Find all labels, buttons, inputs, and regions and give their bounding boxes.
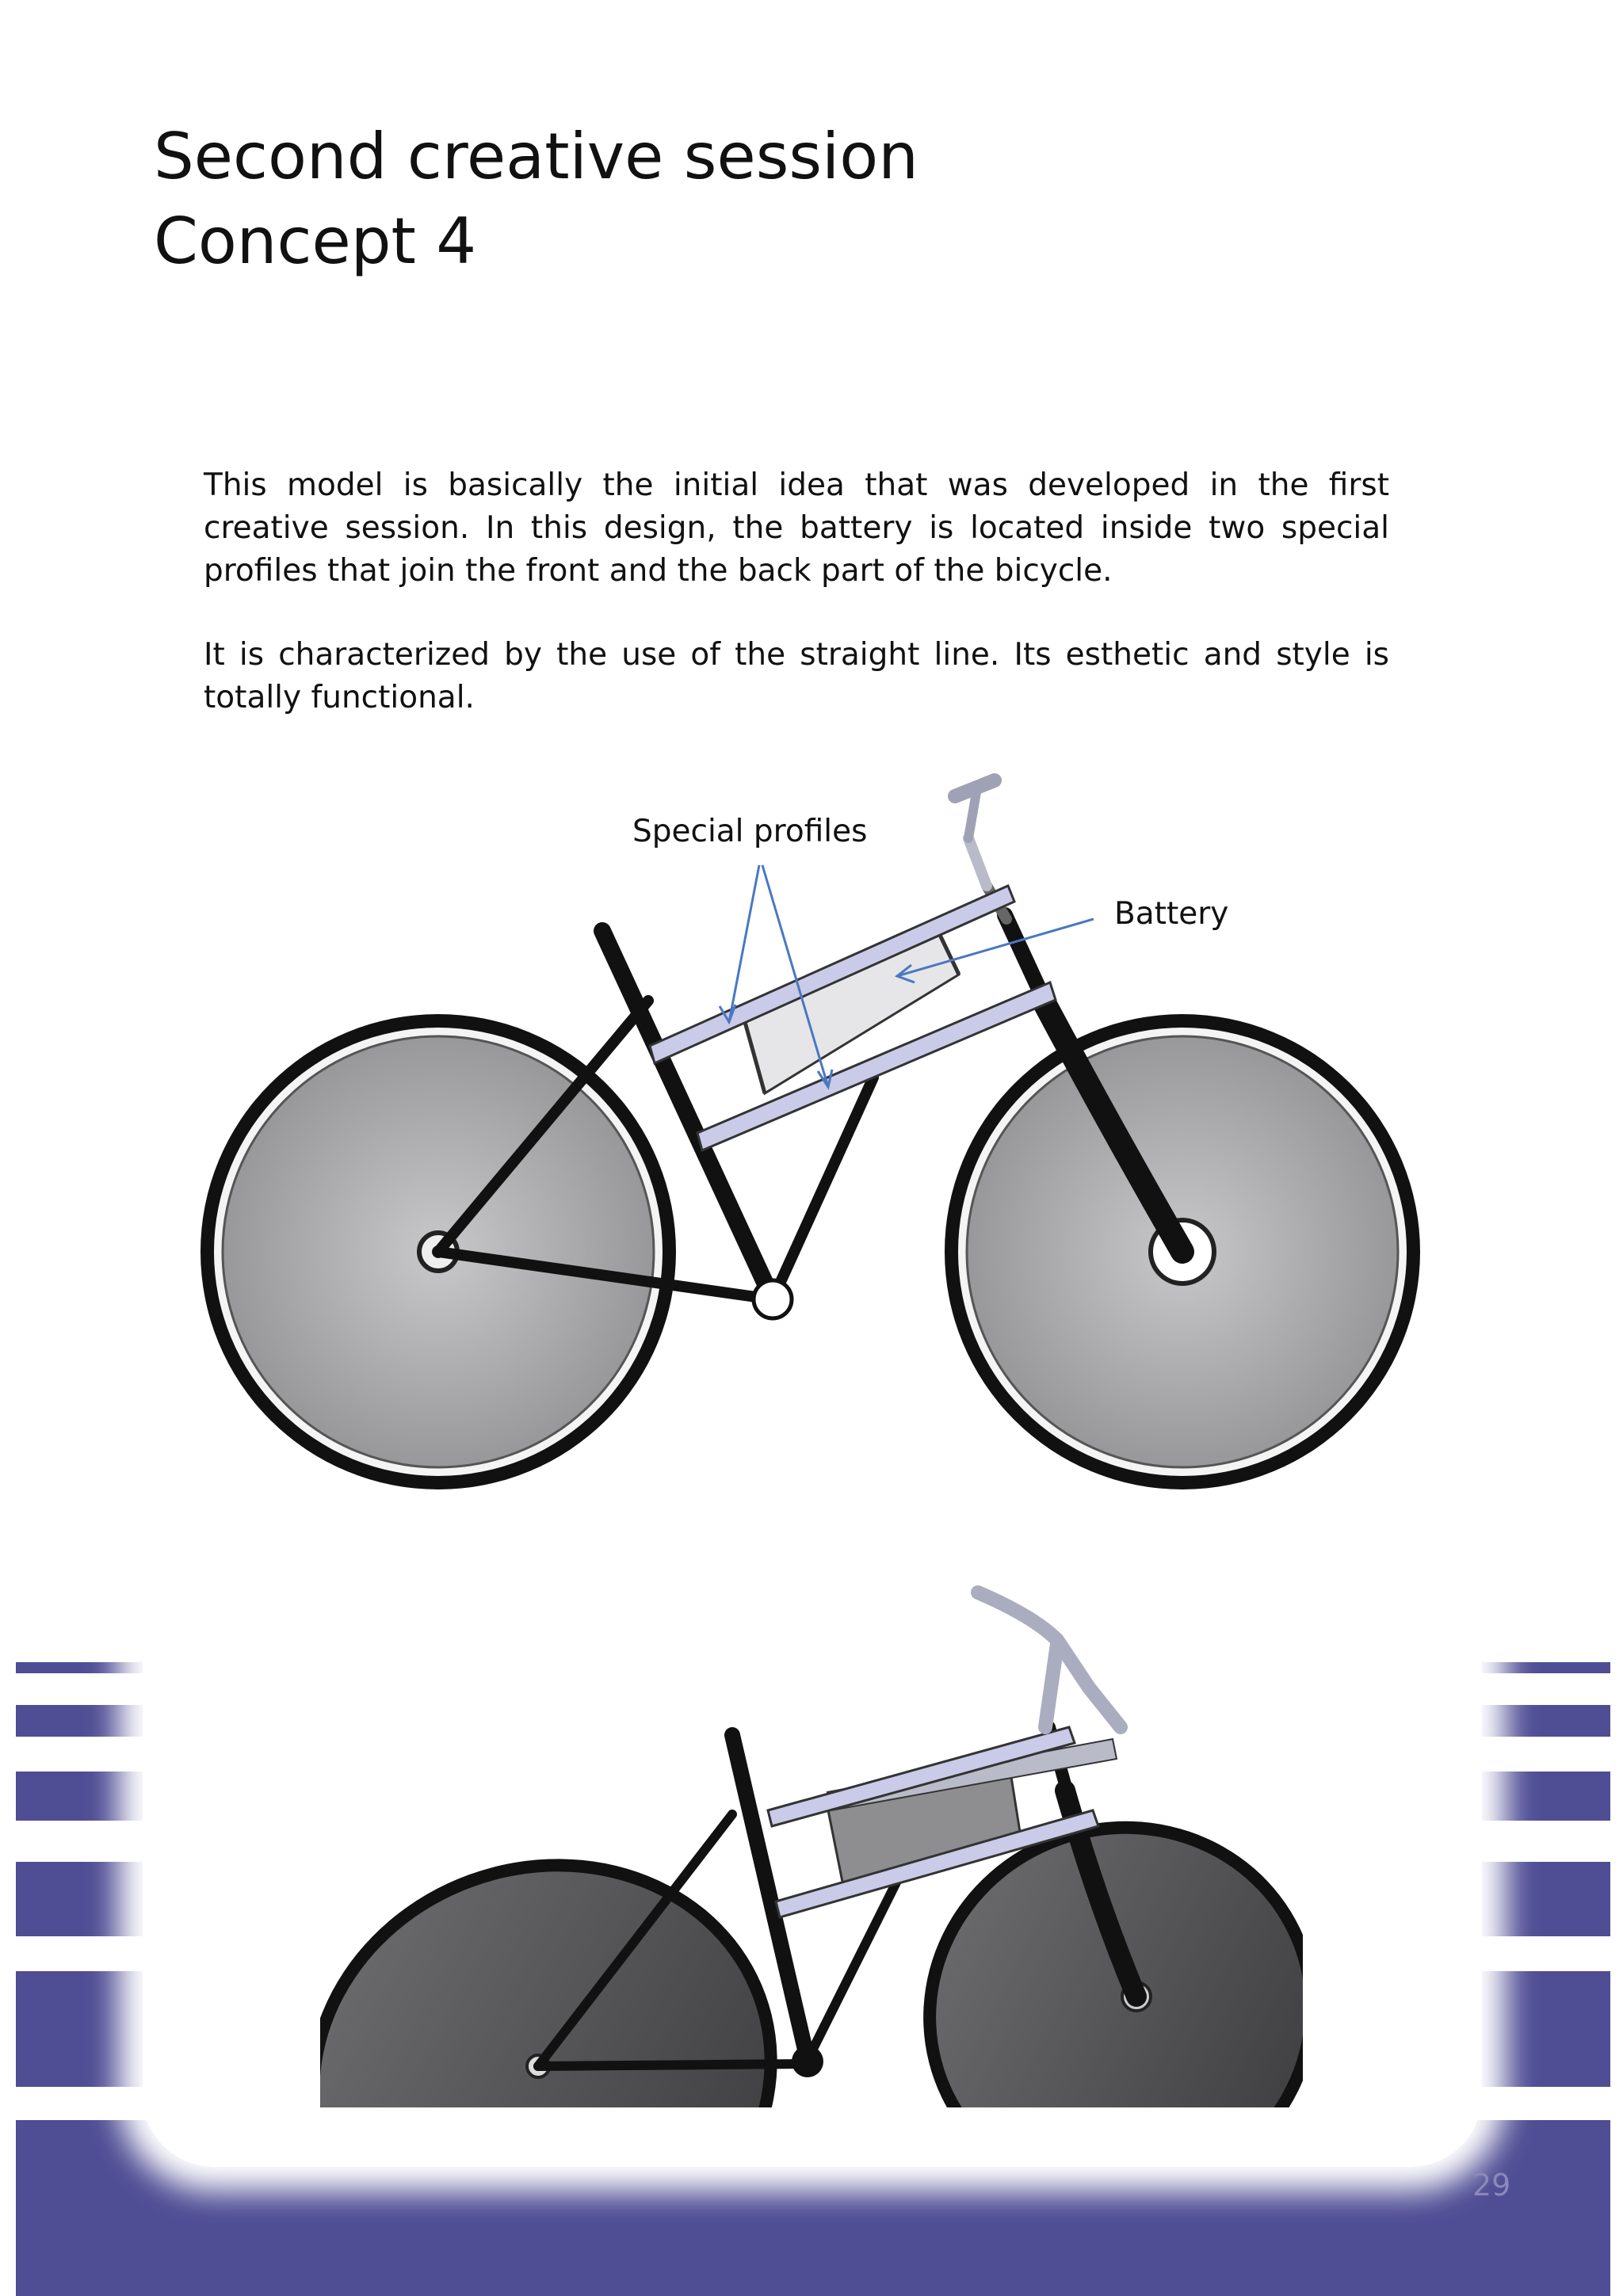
label-special-profiles: Special profiles [632,814,868,849]
label-battery: Battery [1114,896,1229,932]
bottom-bracket [754,1280,792,1318]
bicycle-perspective-view [320,1569,1303,2107]
description-paragraph-2: It is characterized by the use of the straight line. Its esthetic and style is totally functional. [204,637,1389,715]
perspective-handlebar [978,1592,1121,1727]
page-subtitle: Concept 4 [154,204,477,278]
page-title: Second creative session [154,120,918,193]
page-number: 29 [1472,2168,1511,2203]
description-paragraph-1: This model is basically the initial idea that was developed in the first creative session. In this design, the battery is located inside two special profiles that join the front and the back part of the bicycle. [204,467,1389,589]
